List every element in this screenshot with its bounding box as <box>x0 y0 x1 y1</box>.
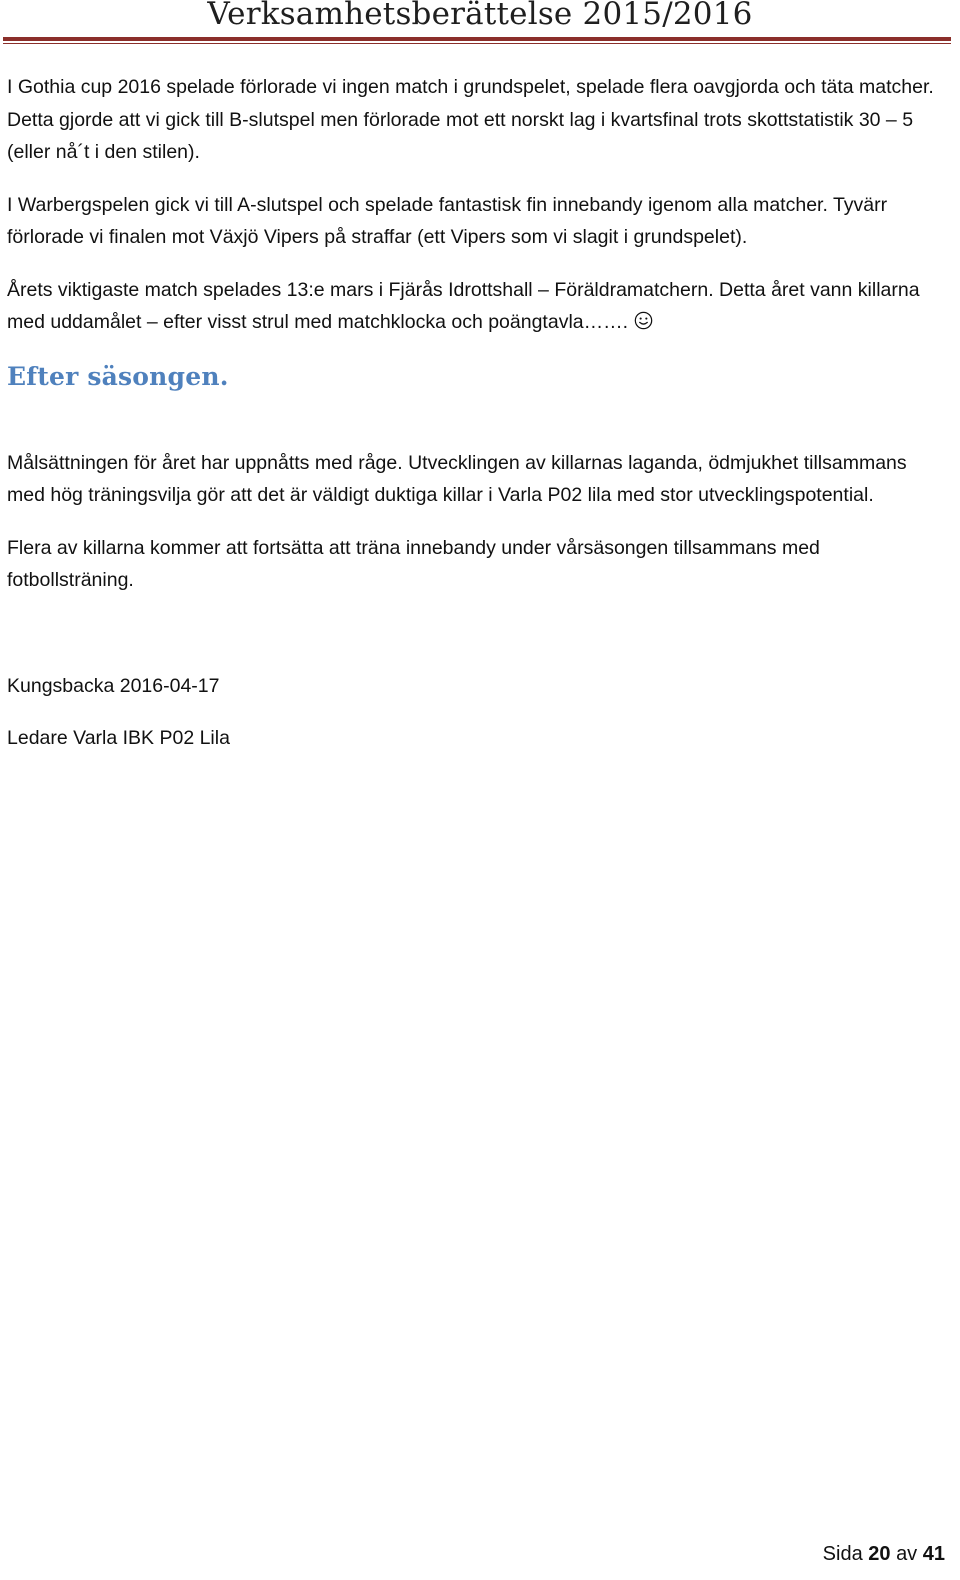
document-body <box>7 71 937 775</box>
place-date: Kungsbacka 2016-04-17 <box>7 674 220 697</box>
header-rule <box>3 37 951 41</box>
section-heading-after-season: Efter säsongen. <box>7 361 229 391</box>
page-header <box>0 0 960 50</box>
paragraph-spring-season: Flera av killarna kommer att fortsätta att träna innebandy under vårsäsongen tillsammans med fotbollsträning. <box>7 536 820 591</box>
current-page-number: 20 <box>868 1543 891 1565</box>
total-pages: 41 <box>922 1543 945 1565</box>
header-rule-thin <box>3 43 951 44</box>
paragraph-goals: Målsättningen för året har uppnåtts med råge. Utvecklingen av killarnas laganda, ödmjukhet tillsammans med hög träningsvilja gör att det är väldigt duktiga killar i Varla P02 lila med stor utvecklingspotential. <box>7 451 907 506</box>
paragraph-foraldramatchen-text: Årets viktigaste match spelades 13:e mars i Fjärås Idrottshall – Föräldramatchern. Detta året vann killarna med uddamålet – efter visst strul med matchklocka och poängtavla……. <box>7 278 920 333</box>
paragraph-foraldramatchen <box>7 274 937 341</box>
of-label: av <box>896 1543 918 1565</box>
page-number-footer <box>823 1543 945 1566</box>
document-title: Verksamhetsberättelse 2015/2016 <box>207 0 753 32</box>
paragraph-gothia-cup: I Gothia cup 2016 spelade förlorade vi ingen match i grundspelet, spelade flera oavgjorda och täta matcher. Detta gjorde att vi gick till B-slutspel men förlorade mot ett norskt lag i kvartsfinal trots skottstatistik 30 – 5 (eller nå´t i den stilen). <box>7 76 934 163</box>
signature: Ledare Varla IBK P02 Lila <box>7 727 230 749</box>
page-label: Sida <box>822 1543 863 1565</box>
spacer <box>7 617 937 670</box>
paragraph-warbergspelen: I Warbergspelen gick vi till A-slutspel och spelade fantastisk fin innebandy igenom alla matcher. Tyvärr förlorade vi finalen mot Växjö Vipers på straffar (ett Vipers som vi slagit i grundspelet). <box>7 193 888 248</box>
smiley-face-icon <box>634 308 653 341</box>
